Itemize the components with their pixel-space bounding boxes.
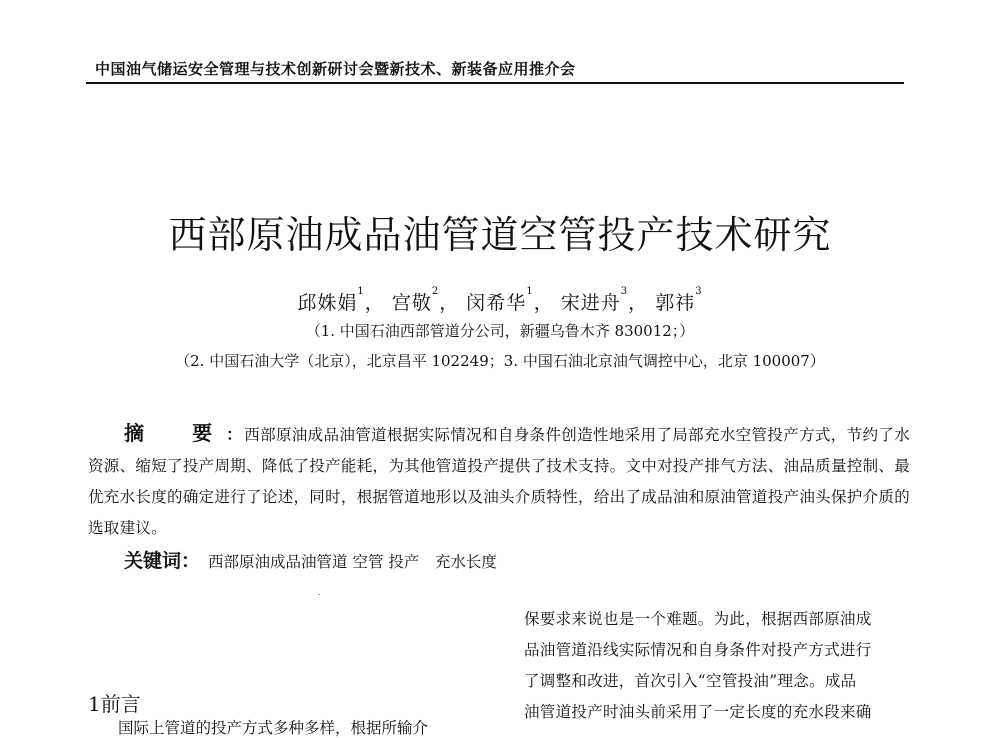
body-line: 品油管道沿线实际情况和自身条件对投产方式进行: [524, 641, 872, 659]
affiliation-line-1: （1. 中国石油西部管道分公司，新疆乌鲁木齐 830012；）: [305, 322, 695, 340]
abstract-block: [88, 418, 910, 544]
abstract-text: 西部原油成品油管道根据实际情况和自身条件创造性地采用了局部充水空管投产方式，节约了水资源、缩短了投产周期、降低了投产能耗，为其他管道投产提供了技术支持。文中对投产排气方法、油品质量控制、最优充水长度的确定进行了论述，同时，根据管道地形以及油头介质特性，给出了成品油和原油管道投产油头保护介质的选取建议。: [88, 426, 911, 537]
keywords-line: [124, 546, 497, 573]
author-separator: ，: [628, 292, 649, 314]
body-line: 保要求来说也是一个难题。为此，根据西部原油成: [524, 610, 872, 628]
affiliation-line-2: （2. 中国石油大学（北京），北京昌平 102249；3. 中国石油北京油气调控中心，北京 100007）: [175, 352, 825, 370]
left-column-text: 国际上管道的投产方式多种多样，根据所输介: [118, 719, 429, 737]
author-affiliation-mark: 1: [526, 286, 534, 297]
author-name: 闵希华: [466, 292, 527, 314]
keywords-text: 西部原油成品油管道 空管 投产 充水长度: [208, 553, 497, 571]
abstract-label-colon: ：: [226, 425, 243, 444]
body-line: 油管道投产时油头前采用了一定长度的充水段来确: [524, 703, 872, 721]
body-line: 了调整和改进，首次引入“空管投油”理念。成品: [524, 672, 857, 690]
author-name: 宋进舟: [560, 292, 621, 314]
paper-title: 西部原油成品油管道空管投产技术研究: [168, 213, 832, 257]
author-separator: ，: [533, 292, 554, 314]
scan-speck: [318, 594, 320, 595]
right-column-text: [524, 604, 914, 728]
author-affiliation-mark: 3: [695, 286, 703, 297]
header-rule: [86, 82, 904, 84]
author-name: 宫敬: [391, 292, 432, 314]
abstract-label: [124, 421, 244, 445]
author-name: 邱姝娟: [297, 292, 358, 314]
conference-header: 中国油气储运安全管理与技术创新研讨会暨新技术、新装备应用推介会: [95, 60, 576, 78]
abstract-label-text: 摘 要: [124, 421, 227, 445]
author-affiliation-mark: 3: [620, 286, 629, 297]
author-separator: ，: [364, 292, 385, 314]
author-name: 郭祎: [655, 292, 696, 314]
author-separator: ，: [439, 292, 460, 314]
author-affiliation-mark: 1: [357, 286, 365, 297]
keywords-label: 关键词：: [124, 550, 201, 572]
section-heading: 1前言: [88, 692, 141, 716]
author-list: [0, 288, 1000, 315]
author-affiliation-mark: 2: [431, 286, 440, 297]
